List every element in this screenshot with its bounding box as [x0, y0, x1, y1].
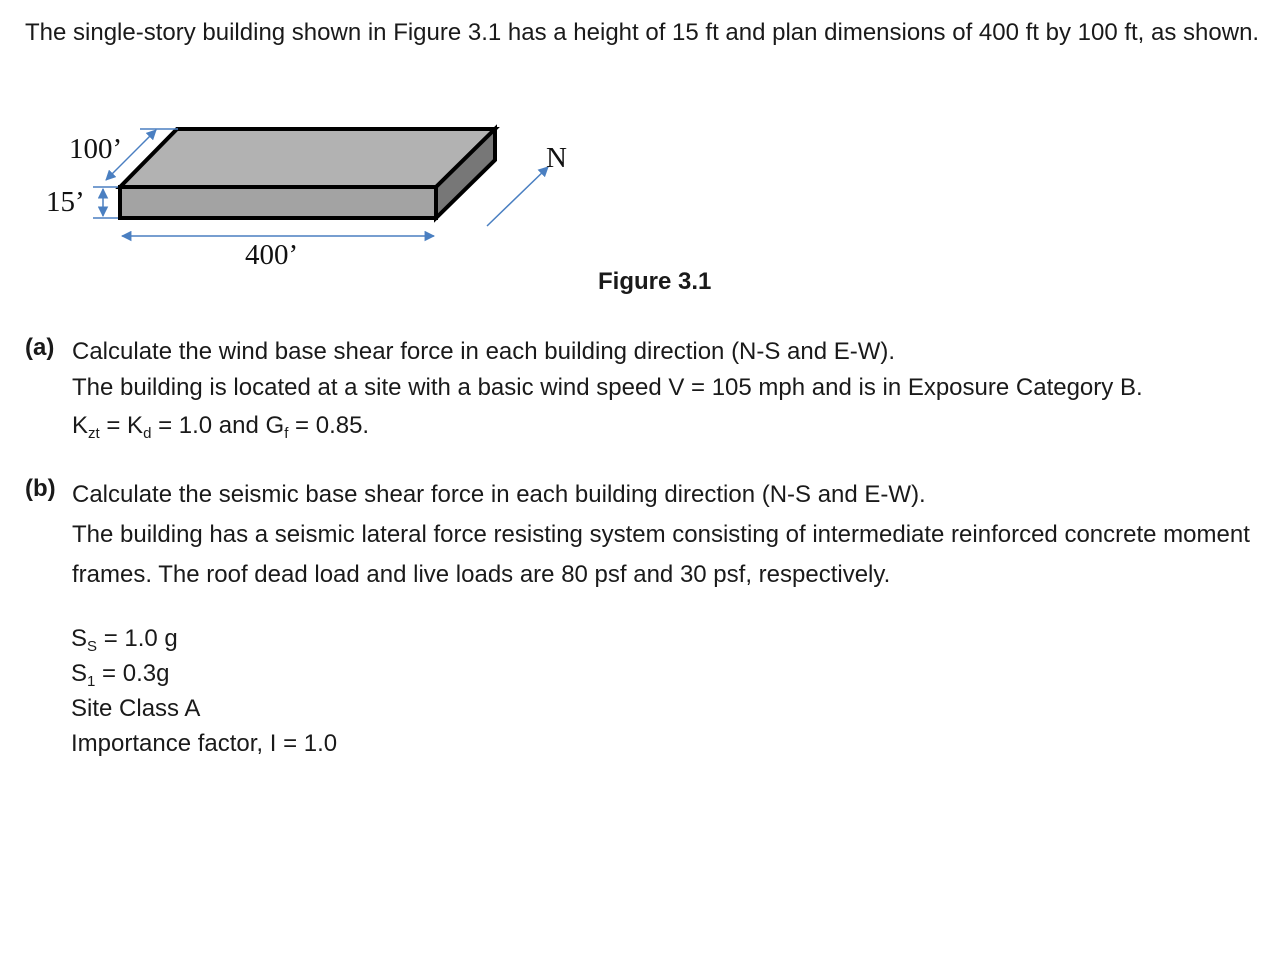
- width-dimension-label: 100’: [69, 133, 123, 165]
- part-a-label: (a): [25, 334, 55, 361]
- building-front-face: [120, 187, 436, 218]
- part-a-factors: $K_{zt} = K_d = 1.0$ and $G_f = 0.85$.: [72, 412, 370, 442]
- site-class: Site Class A: [71, 695, 201, 722]
- part-a-body: [72, 334, 1252, 446]
- part-b-question: Calculate the seismic base shear force in each building direction (N-S and E-W).: [72, 481, 926, 508]
- gf-symbol: $G_f$: [265, 412, 289, 442]
- kd-symbol: $K_d$: [127, 412, 152, 442]
- intro-paragraph: The single-story building shown in Figure 3.1 has a height of 15 ft and plan dimensions of 400 ft by 100 ft, as shown.: [25, 19, 1260, 46]
- part-a-given: The building is located at a site with a basic wind speed V = 105 mph and is in Exposure Category B.: [72, 374, 1143, 401]
- part-b-label: (b): [25, 475, 56, 502]
- figure-caption: Figure 3.1: [598, 268, 712, 295]
- part-b-given: The building has a seismic lateral force resisting system consisting of intermediate reinforced concrete moment frames. The roof dead load and live loads are 80 psf and 30 psf, respectively.: [72, 521, 1250, 588]
- north-arrow: [487, 167, 548, 226]
- kzt-symbol: $K_{zt}$: [72, 412, 100, 442]
- north-label: N: [546, 142, 567, 174]
- seismic-parameters-list: [71, 621, 337, 761]
- height-dimension-label: 15’: [46, 186, 85, 218]
- figure-building-diagram: [0, 110, 640, 270]
- part-a-question: Calculate the wind base shear force in each building direction (N-S and E-W).: [72, 338, 896, 365]
- part-b-body: [72, 475, 1252, 595]
- importance-factor: Importance factor, I = 1.0: [71, 730, 338, 757]
- length-dimension-label: 400’: [245, 239, 299, 270]
- kd-value: = 1.0 and: [158, 412, 259, 439]
- gf-value: = 0.85.: [295, 412, 370, 439]
- ss-parameter: $S_S = 1.0$ g: [71, 625, 178, 655]
- building-roof-face: [120, 129, 495, 187]
- s1-parameter: $S_1 = 0.3g$: [71, 660, 170, 690]
